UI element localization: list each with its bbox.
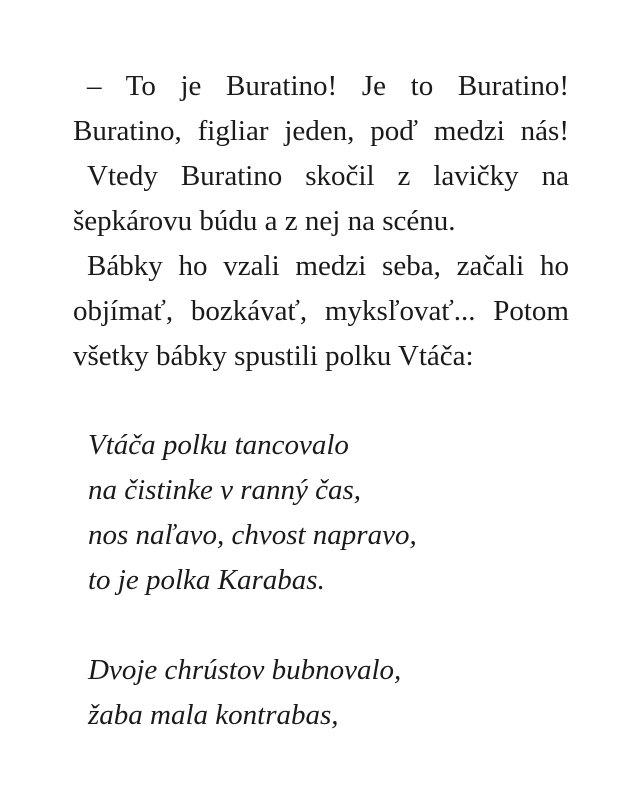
verse-stanza — [88, 648, 568, 738]
verse-line: žaba mala kontrabas, — [88, 699, 339, 731]
prose-line: Buratino, figliar jeden, poď medzi nás! — [73, 115, 569, 147]
verse-line: Dvoje chrústov bubnovalo, — [88, 654, 402, 686]
prose-line: šepkárovu búdu a z nej na scénu. — [73, 205, 456, 237]
verse-line: Vtáča polku tancovalo — [88, 429, 349, 461]
verse-stanza — [88, 423, 568, 603]
prose-block — [73, 64, 569, 379]
verse-line: to je polka Karabas. — [88, 564, 325, 596]
prose-line: Bábky ho vzali medzi seba, začali ho — [87, 250, 569, 282]
verse-line: na čistinke v ranný čas, — [88, 474, 362, 506]
prose-line: všetky bábky spustili polku Vtáča: — [73, 340, 474, 372]
prose-line: Vtedy Buratino skočil z lavičky na — [87, 160, 569, 192]
prose-line: objímať, bozkávať, myksľovať... Potom — [73, 295, 569, 327]
verse-line: nos naľavo, chvost napravo, — [88, 519, 417, 551]
prose-line: – To je Buratino! Je to Buratino! — [87, 70, 569, 102]
